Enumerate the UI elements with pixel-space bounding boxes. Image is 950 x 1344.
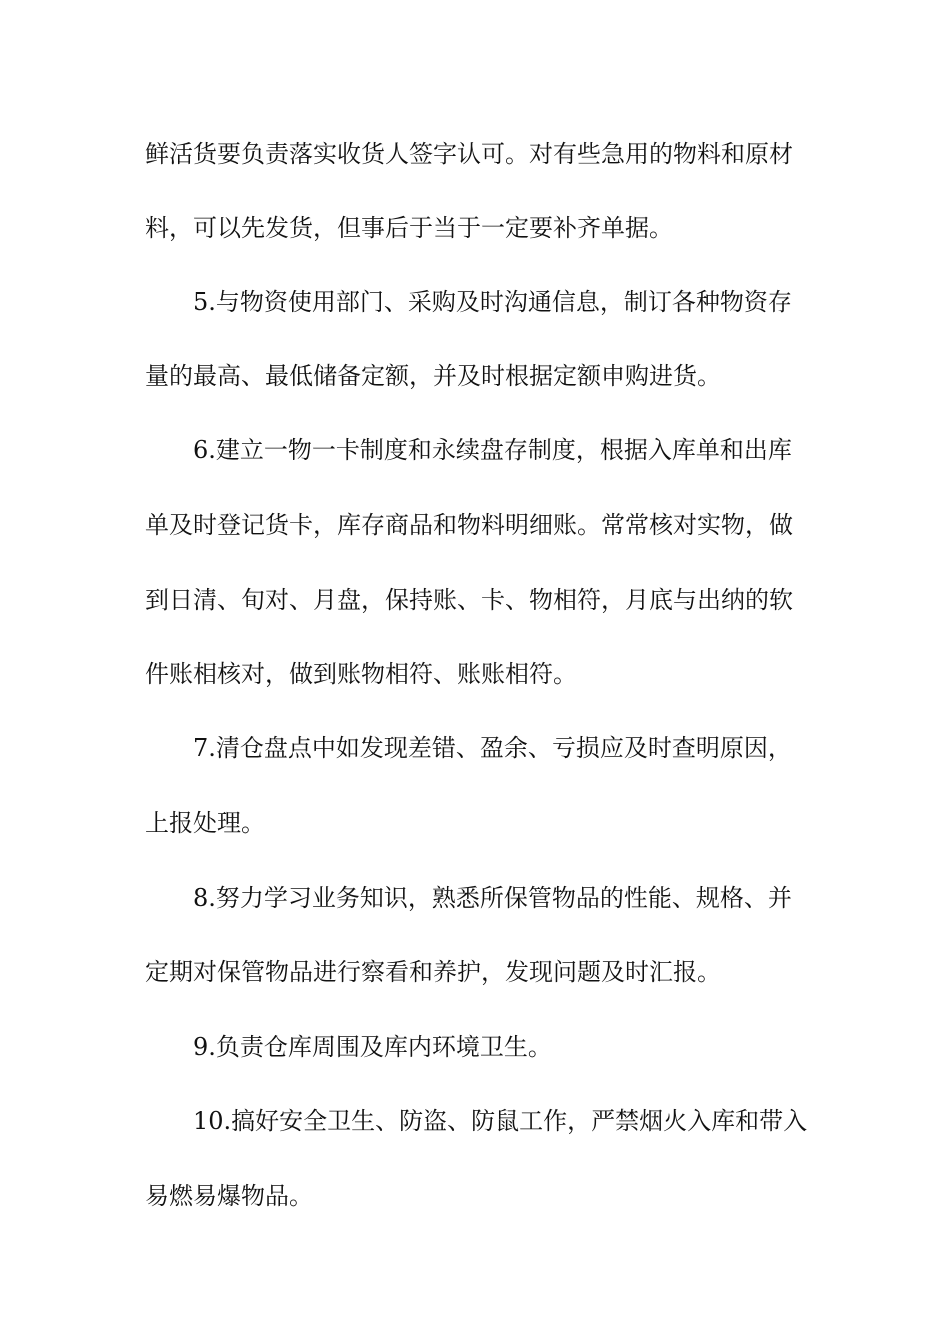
item-5-line: 5.与物资使用部门、采购及时沟通信息，制订各种物资存: [193, 288, 792, 316]
item-7-line: 7.清仓盘点中如发现差错、盈余、亏损应及时查明原因，: [193, 734, 792, 762]
item-8-line: 8.努力学习业务知识，熟悉所保管物品的性能、规格、并: [193, 884, 792, 912]
item-6-line: 6.建立一物一卡制度和永续盘存制度，根据入库单和出库: [193, 436, 792, 464]
text-line: 料，可以先发货，但事后于当于一定要补齐单据。: [145, 214, 673, 242]
text-line: 量的最高、最低储备定额，并及时根据定额申购进货。: [145, 362, 721, 390]
text-line: 定期对保管物品进行察看和养护，发现问题及时汇报。: [145, 958, 721, 986]
item-9-line: 9.负责仓库周围及库内环境卫生。: [193, 1033, 552, 1061]
text-line: 件账相核对，做到账物相符、账账相符。: [145, 660, 577, 688]
text-line: 上报处理。: [145, 809, 265, 837]
item-10-line: 10.搞好安全卫生、防盗、防鼠工作，严禁烟火入库和带入: [193, 1107, 808, 1135]
text-line: 单及时登记货卡，库存商品和物料明细账。常常核对实物，做: [145, 511, 793, 539]
text-line: 鲜活货要负责落实收货人签字认可。对有些急用的物料和原材: [145, 140, 793, 168]
text-line: 易燃易爆物品。: [145, 1182, 313, 1210]
text-line: 到日清、旬对、月盘，保持账、卡、物相符，月底与出纳的软: [145, 586, 793, 614]
